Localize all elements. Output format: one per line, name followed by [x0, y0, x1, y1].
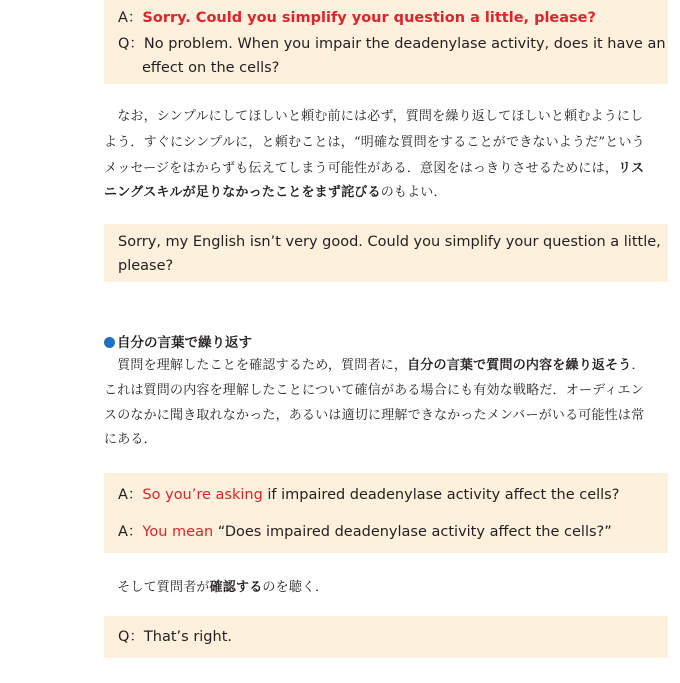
question-text-2: effect on the cells?: [142, 60, 280, 76]
section-heading: [104, 333, 252, 353]
para3-text-a: そして質問者が: [104, 580, 210, 595]
para2-line-1-bold: 自分の言葉で質問の内容を繰り返そう: [407, 358, 632, 373]
para2-line-2: これは質問の内容を理解したことについて確信がある場合にも有効な戦略だ．オーディエン: [104, 383, 644, 398]
box2-line-1: Sorry, my English isn’t very good. Could you simplify your question a little,: [118, 234, 661, 250]
para2-line-1-text: 質問を理解したことを確認するため，質問者に，: [104, 358, 408, 373]
box3-answer-1-prefix: A：: [118, 487, 143, 503]
question-line-cont: [142, 58, 279, 78]
para3-line: [104, 578, 328, 598]
para1-line-1: なお，シンプルにしてほしいと頼む前には必ず，質問を繰り返してほしいと頼むようにし: [104, 109, 644, 124]
para3-bold: 確認する: [209, 580, 263, 595]
box3-answer-2-highlight: You mean: [142, 524, 214, 540]
box4-question-text: That’s right.: [143, 629, 232, 645]
answer-prefix: A：: [118, 10, 143, 26]
para1-line-2: よう．すぐにシンプルに，と頼むことは，“明確な質問をすることができないようだ”という: [104, 135, 645, 150]
para1-line-4-bold: ニングスキルが足りなかったことをまず詫びる: [104, 185, 381, 200]
box3-answer-1-rest: if impaired deadenylase activity affect the cells?: [262, 487, 620, 503]
box4-question-prefix: Q：: [118, 629, 144, 645]
section-heading-text: 自分の言葉で繰り返す: [117, 335, 252, 351]
para3-text-c: のを聴く．: [262, 580, 329, 595]
para1-line-4: [104, 183, 447, 203]
box3-answer-2-rest: “Does impaired deadenylase activity affect the cells?”: [213, 524, 612, 540]
para2-line-3: スのなかに聞き取れなかった，あるいは適切に理解できなかったメンバーがいる可能性は常: [104, 408, 645, 423]
answer-text: Sorry. Could you simplify your question a little, please?: [142, 10, 596, 26]
para1-line-4-text: のもよい．: [380, 185, 447, 200]
box3-answer-1: [118, 485, 619, 505]
question-line: [118, 34, 666, 54]
para1-line-3-text: メッセージをはからずも伝えてしまう可能性がある．意図をはっきりさせるためには，: [104, 161, 619, 176]
question-prefix: Q：: [118, 36, 144, 52]
para2-line-1: [104, 356, 645, 376]
para2-line-4: にある．: [104, 432, 157, 447]
box2-line-2: please?: [118, 258, 174, 274]
box4-question: [118, 627, 232, 647]
answer-line: [118, 8, 596, 28]
question-text-1: No problem. When you impair the deadenylase activity, does it have an: [143, 36, 666, 52]
para2-line-1-end: ．: [631, 358, 645, 373]
bullet-icon: [104, 337, 115, 348]
box3-answer-2-prefix: A：: [118, 524, 143, 540]
para1-line-3-bold: リス: [618, 161, 645, 176]
box3-answer-2: [118, 522, 612, 542]
box3-answer-1-highlight: So you’re asking: [142, 487, 263, 503]
para1-line-3: [104, 159, 644, 179]
